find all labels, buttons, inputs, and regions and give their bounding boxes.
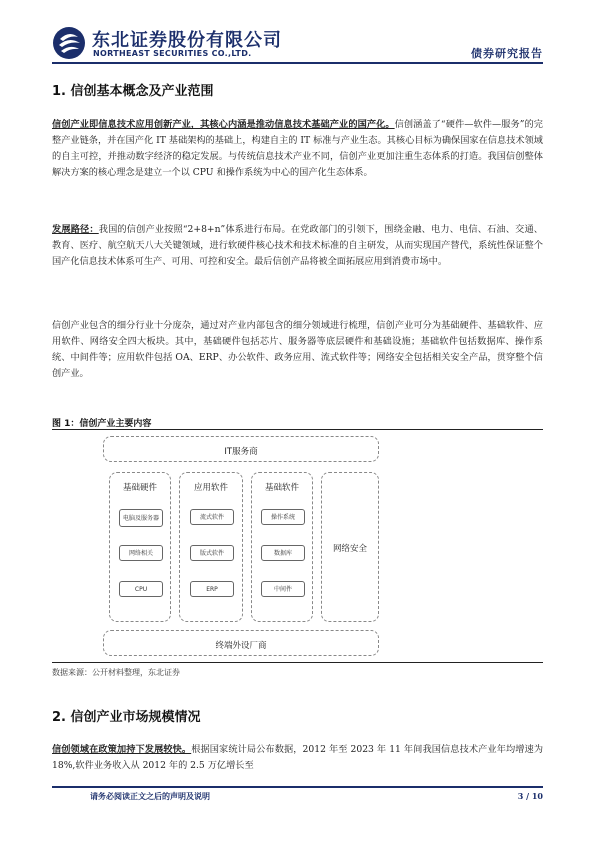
diagram-item: 版式软件	[190, 545, 234, 561]
column-title: 基础软件	[264, 483, 299, 493]
column-box-basic-software	[251, 472, 313, 622]
diagram-item: 网络相关	[119, 545, 163, 561]
company-name-en: NORTHEAST SECURITIES CO.,LTD.	[93, 49, 252, 58]
report-type-label: 债券研究报告	[471, 47, 543, 60]
diagram-item: 操作系统	[261, 509, 305, 525]
section-2-paragraph-body: 根据国家统计局公布数据，2012 年至 2023 年 11 年间我国信息技术产业年均增速为 18%,软件业务收入从 2012 年的 2.5 万亿增长至	[52, 744, 544, 771]
figure-1-source: 数据来源：公开材料整理，东北证券	[52, 668, 180, 677]
diagram-item: 流式软件	[190, 509, 234, 525]
paragraph-1-body: 信创涵盖了“硬件—软件—服务”的完整产业链条，并在国产化 IT 基础架构的基础上，构建自主的 IT 标准与产业生态。其核心目标为确保国家在信息技术领域的自主可控，并推动数字经济的稳定发展。与传统信息技术产业不同，信创产业更加注重生态体系的打造。我国信创整体解决方案的核心理念是建立一个以 CPU 和操作系统为中心的国产化生态体系。	[52, 119, 543, 178]
diagram-item: CPU	[119, 581, 163, 597]
column-box-hardware	[109, 472, 171, 622]
column-title: 应用软件	[193, 483, 228, 493]
section-1-paragraph-1	[52, 117, 543, 181]
diagram-item: ERP	[190, 581, 234, 597]
it-service-box	[103, 436, 379, 462]
section-2-heading: 2. 信创产业市场规模情况	[52, 710, 201, 725]
column-box-application	[179, 472, 243, 622]
it-service-label: IT服务商	[224, 447, 258, 457]
network-security-label: 网络安全	[332, 544, 367, 554]
company-name-cn: 东北证券股份有限公司	[92, 30, 282, 51]
paragraph-2-body: 我国的信创产业按照“2+8+n”体系进行布局。在党政部门的引领下，围绕金融、电力、电信、石油、交通、教育、医疗、航空航天八大关键领域，进行软硬件核心技术和技术标准的自主研发，从而实现国产替代，系统性保证整个国产化信息技术体系可生产、可用、可控和安全。最后信创产品将被全面拓展应用到消费市场中。	[52, 224, 543, 267]
diagram-item: 中间件	[261, 581, 305, 597]
network-security-box	[321, 472, 379, 622]
section-2-paragraph-1	[52, 742, 543, 774]
terminal-peripheral-box	[103, 630, 379, 656]
diagram-item: 电脑及服务器	[119, 509, 163, 527]
diagram-item: 数据库	[261, 545, 305, 561]
figure-1-title: 图 1：信创产业主要内容	[52, 419, 152, 429]
terminal-peripheral-label: 终端外设厂商	[215, 641, 267, 651]
column-title: 基础硬件	[122, 483, 157, 493]
northeast-securities-logo-icon	[52, 26, 86, 60]
page-number: 3 / 10	[517, 791, 543, 801]
section-1-heading: 1. 信创基本概念及产业范围	[52, 84, 214, 99]
figure-top-rule	[52, 429, 543, 430]
footer-disclaimer: 请务必阅读正文之后的声明及说明	[90, 791, 210, 801]
industry-structure-diagram	[103, 434, 383, 658]
section-2-paragraph-lead: 信创领域在政策加持下发展较快。	[52, 744, 192, 755]
header-divider	[52, 62, 543, 64]
paragraph-2-lead: 发展路径：	[52, 224, 99, 235]
section-1-paragraph-3: 信创产业包含的细分行业十分庞杂，通过对产业内部包含的细分领域进行梳理，信创产业可分为基础硬件、基础软件、应用软件、网络安全四大板块。其中，基础硬件包括芯片、服务器等底层硬件和基础设施；基础软件包括数据库、操作系统、中间件等；应用软件包括 OA、ERP、办公软件、政务应用、流式软件等；网络安全包括相关安全产品，贯穿整个信创产业。	[52, 320, 543, 379]
footer-divider	[52, 786, 543, 788]
page-header	[52, 26, 543, 66]
figure-bottom-rule	[52, 662, 543, 663]
section-1-paragraph-2	[52, 222, 543, 270]
paragraph-1-lead: 信创产业即信息技术应用创新产业，其核心内涵是推动信息技术基础产业的国产化。	[52, 119, 395, 130]
